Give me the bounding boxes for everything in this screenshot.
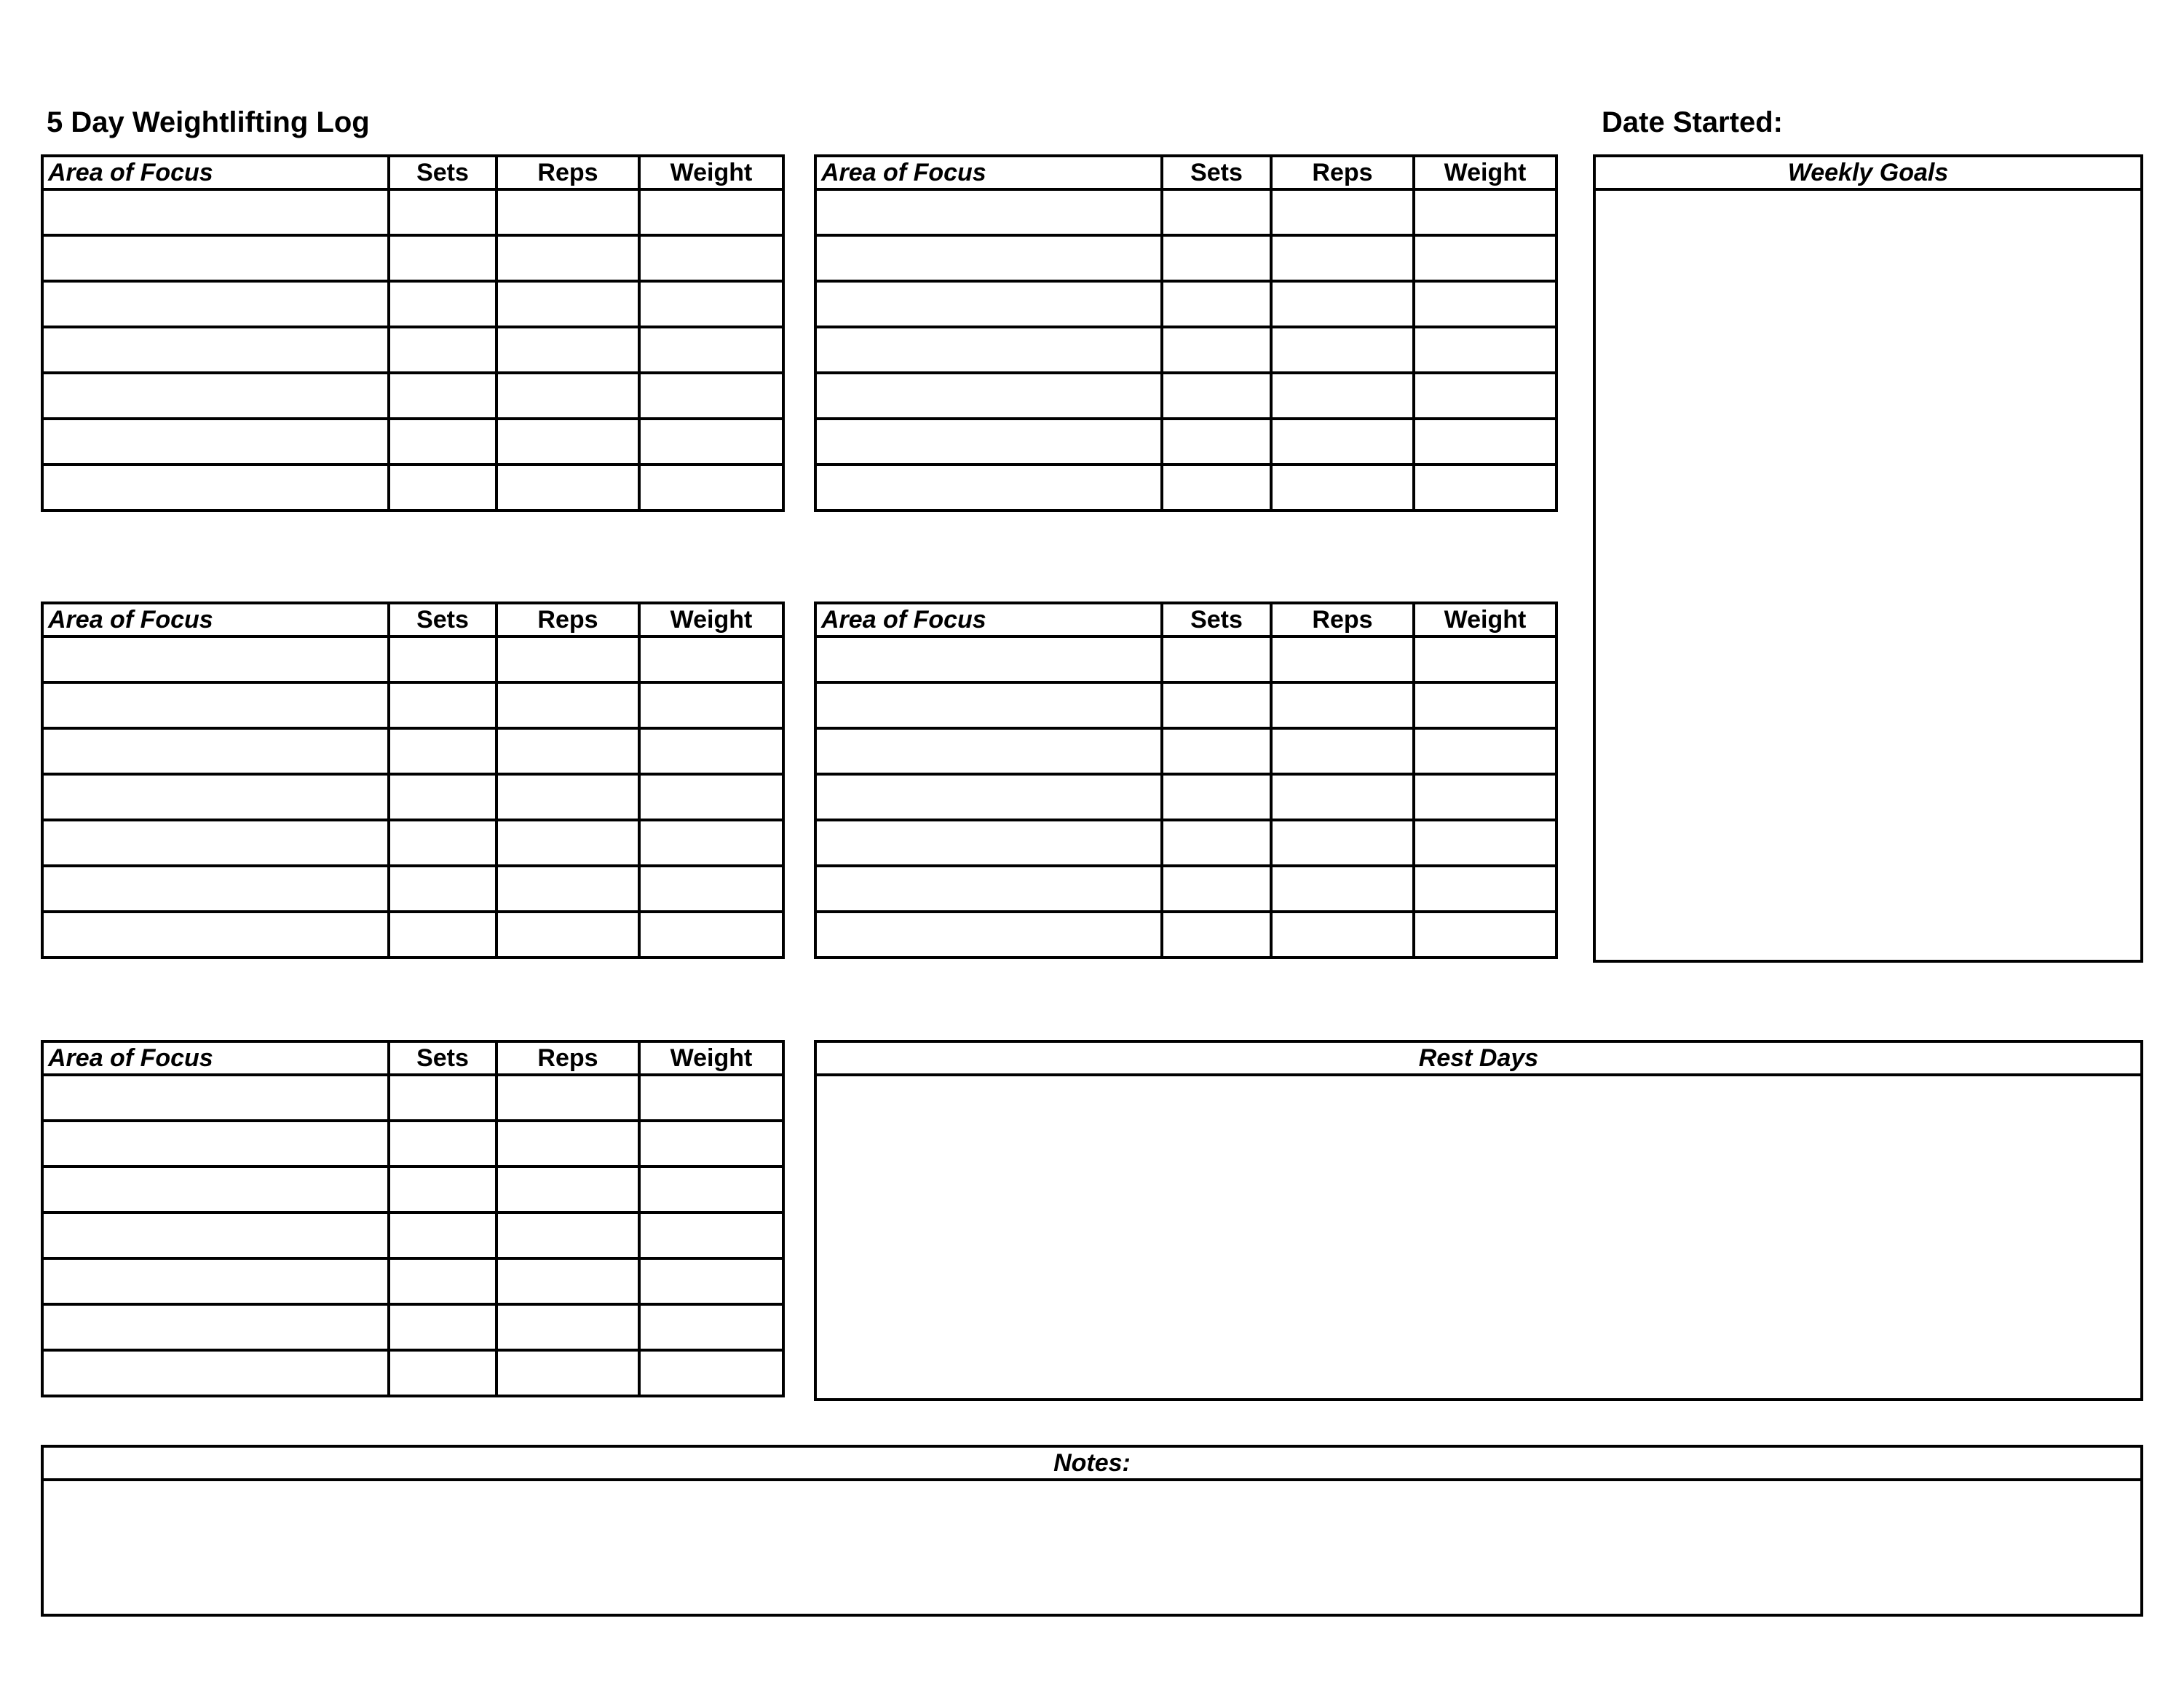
weight-cell[interactable] bbox=[639, 419, 783, 465]
sets-cell[interactable] bbox=[389, 1121, 496, 1167]
area-of-focus-cell[interactable] bbox=[42, 1350, 389, 1396]
table-row bbox=[815, 866, 1556, 912]
sets-cell[interactable] bbox=[1162, 774, 1271, 820]
area-of-focus-cell[interactable] bbox=[815, 281, 1162, 327]
area-of-focus-cell[interactable] bbox=[42, 1258, 389, 1304]
area-of-focus-cell[interactable] bbox=[815, 820, 1162, 866]
table-row bbox=[42, 1121, 783, 1167]
weight-cell[interactable] bbox=[1414, 281, 1556, 327]
weight-cell[interactable] bbox=[1414, 465, 1556, 510]
area-of-focus-cell[interactable] bbox=[815, 728, 1162, 774]
table-row bbox=[42, 774, 783, 820]
sets-cell[interactable] bbox=[389, 327, 496, 373]
weight-cell[interactable] bbox=[639, 728, 783, 774]
sets-cell[interactable] bbox=[389, 235, 496, 281]
weight-cell[interactable] bbox=[1414, 235, 1556, 281]
weight-cell[interactable] bbox=[1414, 774, 1556, 820]
weight-cell[interactable] bbox=[639, 1258, 783, 1304]
table-row bbox=[42, 419, 783, 465]
rest-days-box bbox=[814, 1040, 2143, 1401]
weight-cell[interactable] bbox=[639, 1212, 783, 1258]
reps-cell[interactable] bbox=[496, 1258, 639, 1304]
area-of-focus-header: Area of Focus bbox=[815, 156, 1162, 189]
area-of-focus-cell[interactable] bbox=[815, 373, 1162, 419]
sets-cell[interactable] bbox=[1162, 912, 1271, 958]
weight-cell[interactable] bbox=[639, 1167, 783, 1212]
area-of-focus-cell[interactable] bbox=[815, 866, 1162, 912]
exercise-rows bbox=[42, 189, 783, 510]
reps-cell[interactable] bbox=[496, 1121, 639, 1167]
sets-header: Sets bbox=[1162, 156, 1271, 189]
weight-cell[interactable] bbox=[639, 1350, 783, 1396]
table-header-row bbox=[815, 603, 1556, 636]
sets-cell[interactable] bbox=[389, 465, 496, 510]
table-row bbox=[42, 327, 783, 373]
area-of-focus-cell[interactable] bbox=[815, 682, 1162, 728]
table-row bbox=[42, 728, 783, 774]
reps-cell[interactable] bbox=[496, 682, 639, 728]
weight-cell[interactable] bbox=[639, 636, 783, 682]
reps-cell[interactable] bbox=[496, 1167, 639, 1212]
weekly-goals-box bbox=[1593, 154, 2143, 963]
area-of-focus-cell[interactable] bbox=[815, 327, 1162, 373]
reps-cell[interactable] bbox=[496, 912, 639, 958]
reps-header: Reps bbox=[496, 1041, 639, 1075]
reps-cell[interactable] bbox=[496, 1350, 639, 1396]
reps-cell[interactable] bbox=[496, 373, 639, 419]
table-row bbox=[42, 1258, 783, 1304]
sets-cell[interactable] bbox=[1162, 373, 1271, 419]
area-of-focus-cell[interactable] bbox=[42, 1212, 389, 1258]
date-started-label: Date Started: bbox=[1602, 106, 1783, 138]
area-of-focus-cell[interactable] bbox=[815, 912, 1162, 958]
table-header-row bbox=[42, 1041, 783, 1075]
weight-cell[interactable] bbox=[1414, 373, 1556, 419]
table-row bbox=[815, 636, 1556, 682]
table-header-row bbox=[815, 156, 1556, 189]
table-row bbox=[815, 682, 1556, 728]
area-of-focus-cell[interactable] bbox=[42, 327, 389, 373]
table-row bbox=[42, 1167, 783, 1212]
weight-cell[interactable] bbox=[639, 327, 783, 373]
exercise-rows bbox=[42, 1075, 783, 1396]
reps-cell[interactable] bbox=[1271, 820, 1414, 866]
reps-cell[interactable] bbox=[496, 774, 639, 820]
reps-cell[interactable] bbox=[1271, 774, 1414, 820]
table-header-row bbox=[42, 603, 783, 636]
table-row bbox=[815, 419, 1556, 465]
area-of-focus-cell[interactable] bbox=[42, 728, 389, 774]
area-of-focus-cell[interactable] bbox=[42, 912, 389, 958]
sets-cell[interactable] bbox=[1162, 419, 1271, 465]
area-of-focus-cell[interactable] bbox=[42, 189, 389, 235]
weight-cell[interactable] bbox=[639, 774, 783, 820]
area-of-focus-cell[interactable] bbox=[815, 636, 1162, 682]
reps-header: Reps bbox=[496, 156, 639, 189]
sets-header: Sets bbox=[389, 1041, 496, 1075]
reps-cell[interactable] bbox=[1271, 373, 1414, 419]
area-of-focus-header: Area of Focus bbox=[42, 603, 389, 636]
sets-cell[interactable] bbox=[389, 1304, 496, 1350]
table-row bbox=[42, 189, 783, 235]
reps-cell[interactable] bbox=[496, 1212, 639, 1258]
table-row bbox=[42, 820, 783, 866]
table-row bbox=[42, 636, 783, 682]
workout-table-day-3 bbox=[41, 602, 785, 959]
sets-cell[interactable] bbox=[389, 912, 496, 958]
table-row bbox=[42, 682, 783, 728]
notes-box bbox=[41, 1445, 2143, 1617]
workout-table-day-4 bbox=[814, 602, 1558, 959]
weight-cell[interactable] bbox=[1414, 419, 1556, 465]
table-row bbox=[815, 912, 1556, 958]
sets-cell[interactable] bbox=[389, 774, 496, 820]
weight-cell[interactable] bbox=[1414, 866, 1556, 912]
page-title: 5 Day Weightlifting Log bbox=[47, 106, 370, 138]
area-of-focus-cell[interactable] bbox=[42, 281, 389, 327]
reps-cell[interactable] bbox=[1271, 866, 1414, 912]
table-row bbox=[42, 866, 783, 912]
sets-cell[interactable] bbox=[1162, 820, 1271, 866]
notes-entry-area[interactable] bbox=[44, 1481, 2140, 1614]
reps-cell[interactable] bbox=[496, 1075, 639, 1121]
exercise-rows bbox=[42, 636, 783, 958]
exercise-rows bbox=[815, 636, 1556, 958]
rest-days-entry-area[interactable] bbox=[817, 1076, 2140, 1398]
weight-cell[interactable] bbox=[1414, 189, 1556, 235]
reps-cell[interactable] bbox=[1271, 235, 1414, 281]
reps-cell[interactable] bbox=[496, 636, 639, 682]
area-of-focus-cell[interactable] bbox=[42, 465, 389, 510]
weight-cell[interactable] bbox=[639, 820, 783, 866]
table-header-row bbox=[42, 156, 783, 189]
table-row bbox=[815, 235, 1556, 281]
reps-cell[interactable] bbox=[496, 465, 639, 510]
sets-cell[interactable] bbox=[1162, 189, 1271, 235]
sets-cell[interactable] bbox=[1162, 636, 1271, 682]
exercise-rows bbox=[815, 189, 1556, 510]
table-row bbox=[42, 1304, 783, 1350]
weight-header: Weight bbox=[639, 1041, 783, 1075]
reps-cell[interactable] bbox=[496, 1304, 639, 1350]
sets-cell[interactable] bbox=[389, 1350, 496, 1396]
area-of-focus-header: Area of Focus bbox=[42, 1041, 389, 1075]
area-of-focus-cell[interactable] bbox=[42, 1167, 389, 1212]
weight-cell[interactable] bbox=[639, 1075, 783, 1121]
table-row bbox=[42, 465, 783, 510]
weight-cell[interactable] bbox=[1414, 820, 1556, 866]
sets-cell[interactable] bbox=[389, 1258, 496, 1304]
sets-cell[interactable] bbox=[389, 281, 496, 327]
area-of-focus-cell[interactable] bbox=[42, 235, 389, 281]
area-of-focus-cell[interactable] bbox=[42, 1121, 389, 1167]
area-of-focus-cell[interactable] bbox=[815, 465, 1162, 510]
area-of-focus-header: Area of Focus bbox=[815, 603, 1162, 636]
sets-cell[interactable] bbox=[389, 866, 496, 912]
weight-header: Weight bbox=[1414, 156, 1556, 189]
sets-cell[interactable] bbox=[1162, 235, 1271, 281]
reps-cell[interactable] bbox=[496, 419, 639, 465]
sets-header: Sets bbox=[389, 156, 496, 189]
table-row bbox=[815, 465, 1556, 510]
table-row bbox=[815, 373, 1556, 419]
weight-cell[interactable] bbox=[639, 912, 783, 958]
area-of-focus-cell[interactable] bbox=[42, 373, 389, 419]
table-row bbox=[815, 189, 1556, 235]
reps-cell[interactable] bbox=[496, 235, 639, 281]
reps-cell[interactable] bbox=[496, 728, 639, 774]
workout-table-day-5 bbox=[41, 1040, 785, 1397]
sets-header: Sets bbox=[389, 603, 496, 636]
table-row bbox=[815, 774, 1556, 820]
weight-cell[interactable] bbox=[639, 281, 783, 327]
reps-cell[interactable] bbox=[1271, 912, 1414, 958]
workout-table-day-2 bbox=[814, 154, 1558, 512]
sets-header: Sets bbox=[1162, 603, 1271, 636]
weight-cell[interactable] bbox=[639, 373, 783, 419]
sets-cell[interactable] bbox=[389, 1167, 496, 1212]
area-of-focus-header: Area of Focus bbox=[42, 156, 389, 189]
reps-cell[interactable] bbox=[496, 189, 639, 235]
reps-cell[interactable] bbox=[1271, 682, 1414, 728]
workout-table-day-1 bbox=[41, 154, 785, 512]
weekly-goals-entry-area[interactable] bbox=[1596, 191, 2140, 960]
sets-cell[interactable] bbox=[1162, 866, 1271, 912]
area-of-focus-cell[interactable] bbox=[815, 189, 1162, 235]
reps-cell[interactable] bbox=[1271, 327, 1414, 373]
reps-cell[interactable] bbox=[1271, 728, 1414, 774]
table-row bbox=[42, 373, 783, 419]
reps-cell[interactable] bbox=[1271, 636, 1414, 682]
sets-cell[interactable] bbox=[389, 682, 496, 728]
weight-cell[interactable] bbox=[639, 1121, 783, 1167]
notes-header: Notes: bbox=[44, 1448, 2140, 1481]
area-of-focus-cell[interactable] bbox=[42, 1304, 389, 1350]
area-of-focus-cell[interactable] bbox=[815, 235, 1162, 281]
weight-header: Weight bbox=[639, 603, 783, 636]
table-row bbox=[42, 1212, 783, 1258]
reps-cell[interactable] bbox=[1271, 465, 1414, 510]
area-of-focus-cell[interactable] bbox=[42, 682, 389, 728]
reps-cell[interactable] bbox=[496, 866, 639, 912]
weight-cell[interactable] bbox=[639, 465, 783, 510]
sets-cell[interactable] bbox=[389, 189, 496, 235]
weekly-goals-header: Weekly Goals bbox=[1596, 157, 2140, 191]
sets-cell[interactable] bbox=[389, 1075, 496, 1121]
area-of-focus-cell[interactable] bbox=[42, 820, 389, 866]
sets-cell[interactable] bbox=[1162, 682, 1271, 728]
reps-cell[interactable] bbox=[1271, 281, 1414, 327]
weight-header: Weight bbox=[1414, 603, 1556, 636]
reps-cell[interactable] bbox=[1271, 189, 1414, 235]
reps-header: Reps bbox=[496, 603, 639, 636]
sets-cell[interactable] bbox=[389, 728, 496, 774]
area-of-focus-cell[interactable] bbox=[42, 1075, 389, 1121]
sets-cell[interactable] bbox=[1162, 281, 1271, 327]
sets-cell[interactable] bbox=[389, 419, 496, 465]
weight-cell[interactable] bbox=[639, 866, 783, 912]
area-of-focus-cell[interactable] bbox=[42, 866, 389, 912]
weight-cell[interactable] bbox=[1414, 327, 1556, 373]
table-row bbox=[42, 1075, 783, 1121]
reps-cell[interactable] bbox=[496, 327, 639, 373]
area-of-focus-cell[interactable] bbox=[42, 636, 389, 682]
table-row bbox=[42, 281, 783, 327]
reps-cell[interactable] bbox=[496, 820, 639, 866]
table-row bbox=[815, 327, 1556, 373]
reps-header: Reps bbox=[1271, 603, 1414, 636]
area-of-focus-cell[interactable] bbox=[815, 774, 1162, 820]
table-row bbox=[42, 1350, 783, 1396]
reps-cell[interactable] bbox=[496, 281, 639, 327]
table-row bbox=[42, 912, 783, 958]
sets-cell[interactable] bbox=[1162, 728, 1271, 774]
area-of-focus-cell[interactable] bbox=[42, 419, 389, 465]
weight-cell[interactable] bbox=[639, 189, 783, 235]
table-row bbox=[815, 281, 1556, 327]
weight-cell[interactable] bbox=[1414, 912, 1556, 958]
sets-cell[interactable] bbox=[389, 1212, 496, 1258]
weight-cell[interactable] bbox=[639, 682, 783, 728]
reps-cell[interactable] bbox=[1271, 419, 1414, 465]
weight-cell[interactable] bbox=[1414, 728, 1556, 774]
sets-cell[interactable] bbox=[389, 373, 496, 419]
rest-days-header: Rest Days bbox=[817, 1043, 2140, 1076]
table-row bbox=[815, 728, 1556, 774]
reps-header: Reps bbox=[1271, 156, 1414, 189]
weight-cell[interactable] bbox=[1414, 636, 1556, 682]
table-row bbox=[42, 235, 783, 281]
sets-cell[interactable] bbox=[1162, 327, 1271, 373]
sets-cell[interactable] bbox=[389, 820, 496, 866]
table-row bbox=[815, 820, 1556, 866]
weight-cell[interactable] bbox=[1414, 682, 1556, 728]
sets-cell[interactable] bbox=[1162, 465, 1271, 510]
weight-cell[interactable] bbox=[639, 235, 783, 281]
sets-cell[interactable] bbox=[389, 636, 496, 682]
area-of-focus-cell[interactable] bbox=[815, 419, 1162, 465]
weight-header: Weight bbox=[639, 156, 783, 189]
area-of-focus-cell[interactable] bbox=[42, 774, 389, 820]
weight-cell[interactable] bbox=[639, 1304, 783, 1350]
